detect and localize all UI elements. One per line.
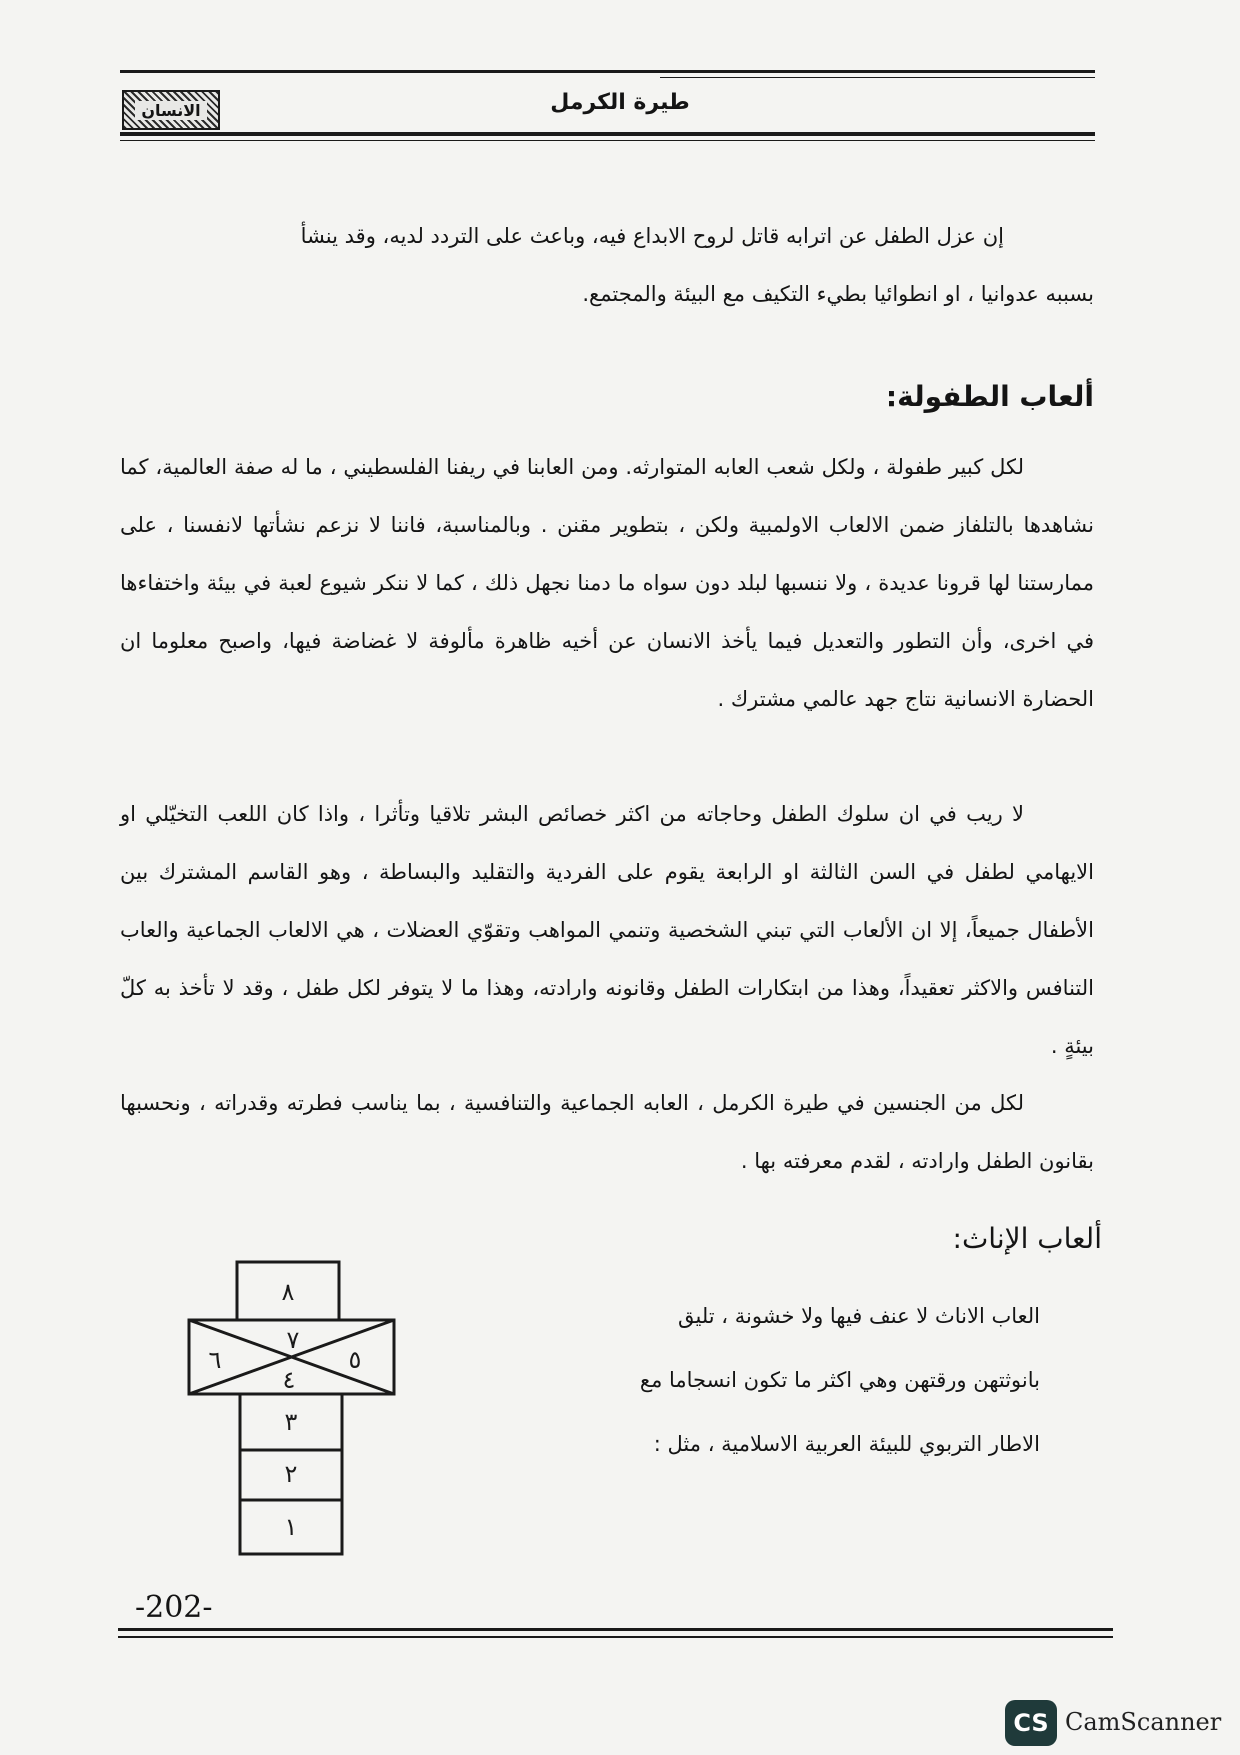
childhood-games-heading: ألعاب الطفولة: <box>885 380 1094 413</box>
childhood-paragraph-3: لكل من الجنسين في طيرة الكرمل ، العابه الجماعية والتنافسية ، بما يناسب فطرته وقدراته ، ونحسبها بقانون الطفل وارادته ، لقدم معرفته بها . <box>120 1091 1094 1173</box>
hopscotch-label-7: ٧ <box>286 1326 300 1354</box>
girls-line-1: العاب الاناث لا عنف فيها ولا خشونة ، تليق <box>677 1304 1040 1328</box>
hopscotch-label-6: ٦ <box>208 1346 222 1374</box>
header-section-box <box>122 90 220 130</box>
camscanner-label: CamScanner <box>1065 1708 1222 1736</box>
intro-line-1: إن عزل الطفل عن اترابه قاتل لروح الابداع فيه، وباعث على التردد لديه، وقد ينشأ <box>300 224 1004 248</box>
footer-rule-bottom <box>118 1636 1113 1638</box>
intro-paragraph <box>150 207 1094 323</box>
header-rule-bottom <box>120 132 1095 136</box>
header-section-label: الانسان <box>135 101 206 120</box>
girls-games-paragraph <box>540 1284 1040 1476</box>
childhood-paragraph-2: لا ريب في ان سلوك الطفل وحاجاته من اكثر خصائص البشر تلاقيا وتأثرا ، واذا كان اللعب التخيّلي او الايهامي لطفل في السن الثالثة او الرابعة يقوم على الفردية والتقليد والبساطة ، وهو القاسم المشترك بين الأطفال جميعاً، إلا ان الألعاب التي تبني الشخصية وتنمي المواهب وتقوّي العضلات ، هي الالعاب الجماعية والعاب التنافس والاكثر تعقيداً، وهذا من ابتكارات الطفل وقانونه وارادته، وهذا ما لا يتوفر لكل طفل ، وقد لا تأخذ به كلّ بيئةٍ . <box>120 802 1094 1058</box>
girls-line-3: الاطار التربوي للبيئة العربية الاسلامية ، مثل : <box>653 1432 1040 1456</box>
intro-line-2: بسببه عدوانيا ، او انطوائيا بطيء التكيف مع البيئة والمجتمع. <box>582 282 1094 306</box>
camscanner-logo-icon <box>1005 1700 1057 1746</box>
hopscotch-label-1: ١ <box>284 1513 298 1541</box>
header-rule-bottom-thin <box>120 140 1095 141</box>
camscanner-badge-text: CS <box>1013 1709 1049 1737</box>
header-rule-top-thin <box>660 77 1095 78</box>
page-number: -202- <box>135 1590 213 1625</box>
childhood-paragraph-1: لكل كبير طفولة ، ولكل شعب العابه المتوارثه. ومن العابنا في ريفنا الفلسطيني ، ما له صفة العالمية، كما نشاهدها بالتلفاز ضمن الالعاب الاولمبية ولكن ، بتطوير مقنن . وبالمناسبة، فاننا لا نزعم نشأتها لانفسنا ، على ممارستنا لها قرونا عديدة ، ولا ننسبها لبلد دون سواه ما دمنا نجهل ذلك ، كما لا ننكر شيوع لعبة في بيئة واختفاءها في اخرى، وأن التطور والتعديل فيما يأخذ الانسان عن أخيه ظاهرة مألوفة لا غضاضة فيها، واصبح معلوما ان الحضارة الانسانية نتاج جهد عالمي مشترك . <box>120 455 1094 711</box>
hopscotch-label-8: ٨ <box>281 1278 295 1306</box>
girls-games-heading: ألعاب الإناث: <box>952 1222 1102 1255</box>
girls-line-2: بانوثتهن ورقتهن وهي اكثر ما تكون انسجاما مع <box>639 1368 1040 1392</box>
footer-rule-top <box>118 1628 1113 1631</box>
hopscotch-diagram <box>185 1250 415 1570</box>
hopscotch-label-3: ٣ <box>284 1408 298 1436</box>
hopscotch-label-5: ٥ <box>348 1346 362 1374</box>
header-rule-top <box>120 70 1095 73</box>
hopscotch-label-4: ٤ <box>282 1366 296 1394</box>
header-title: طيرة الكرمل <box>550 90 690 115</box>
hopscotch-label-2: ٢ <box>284 1460 298 1488</box>
